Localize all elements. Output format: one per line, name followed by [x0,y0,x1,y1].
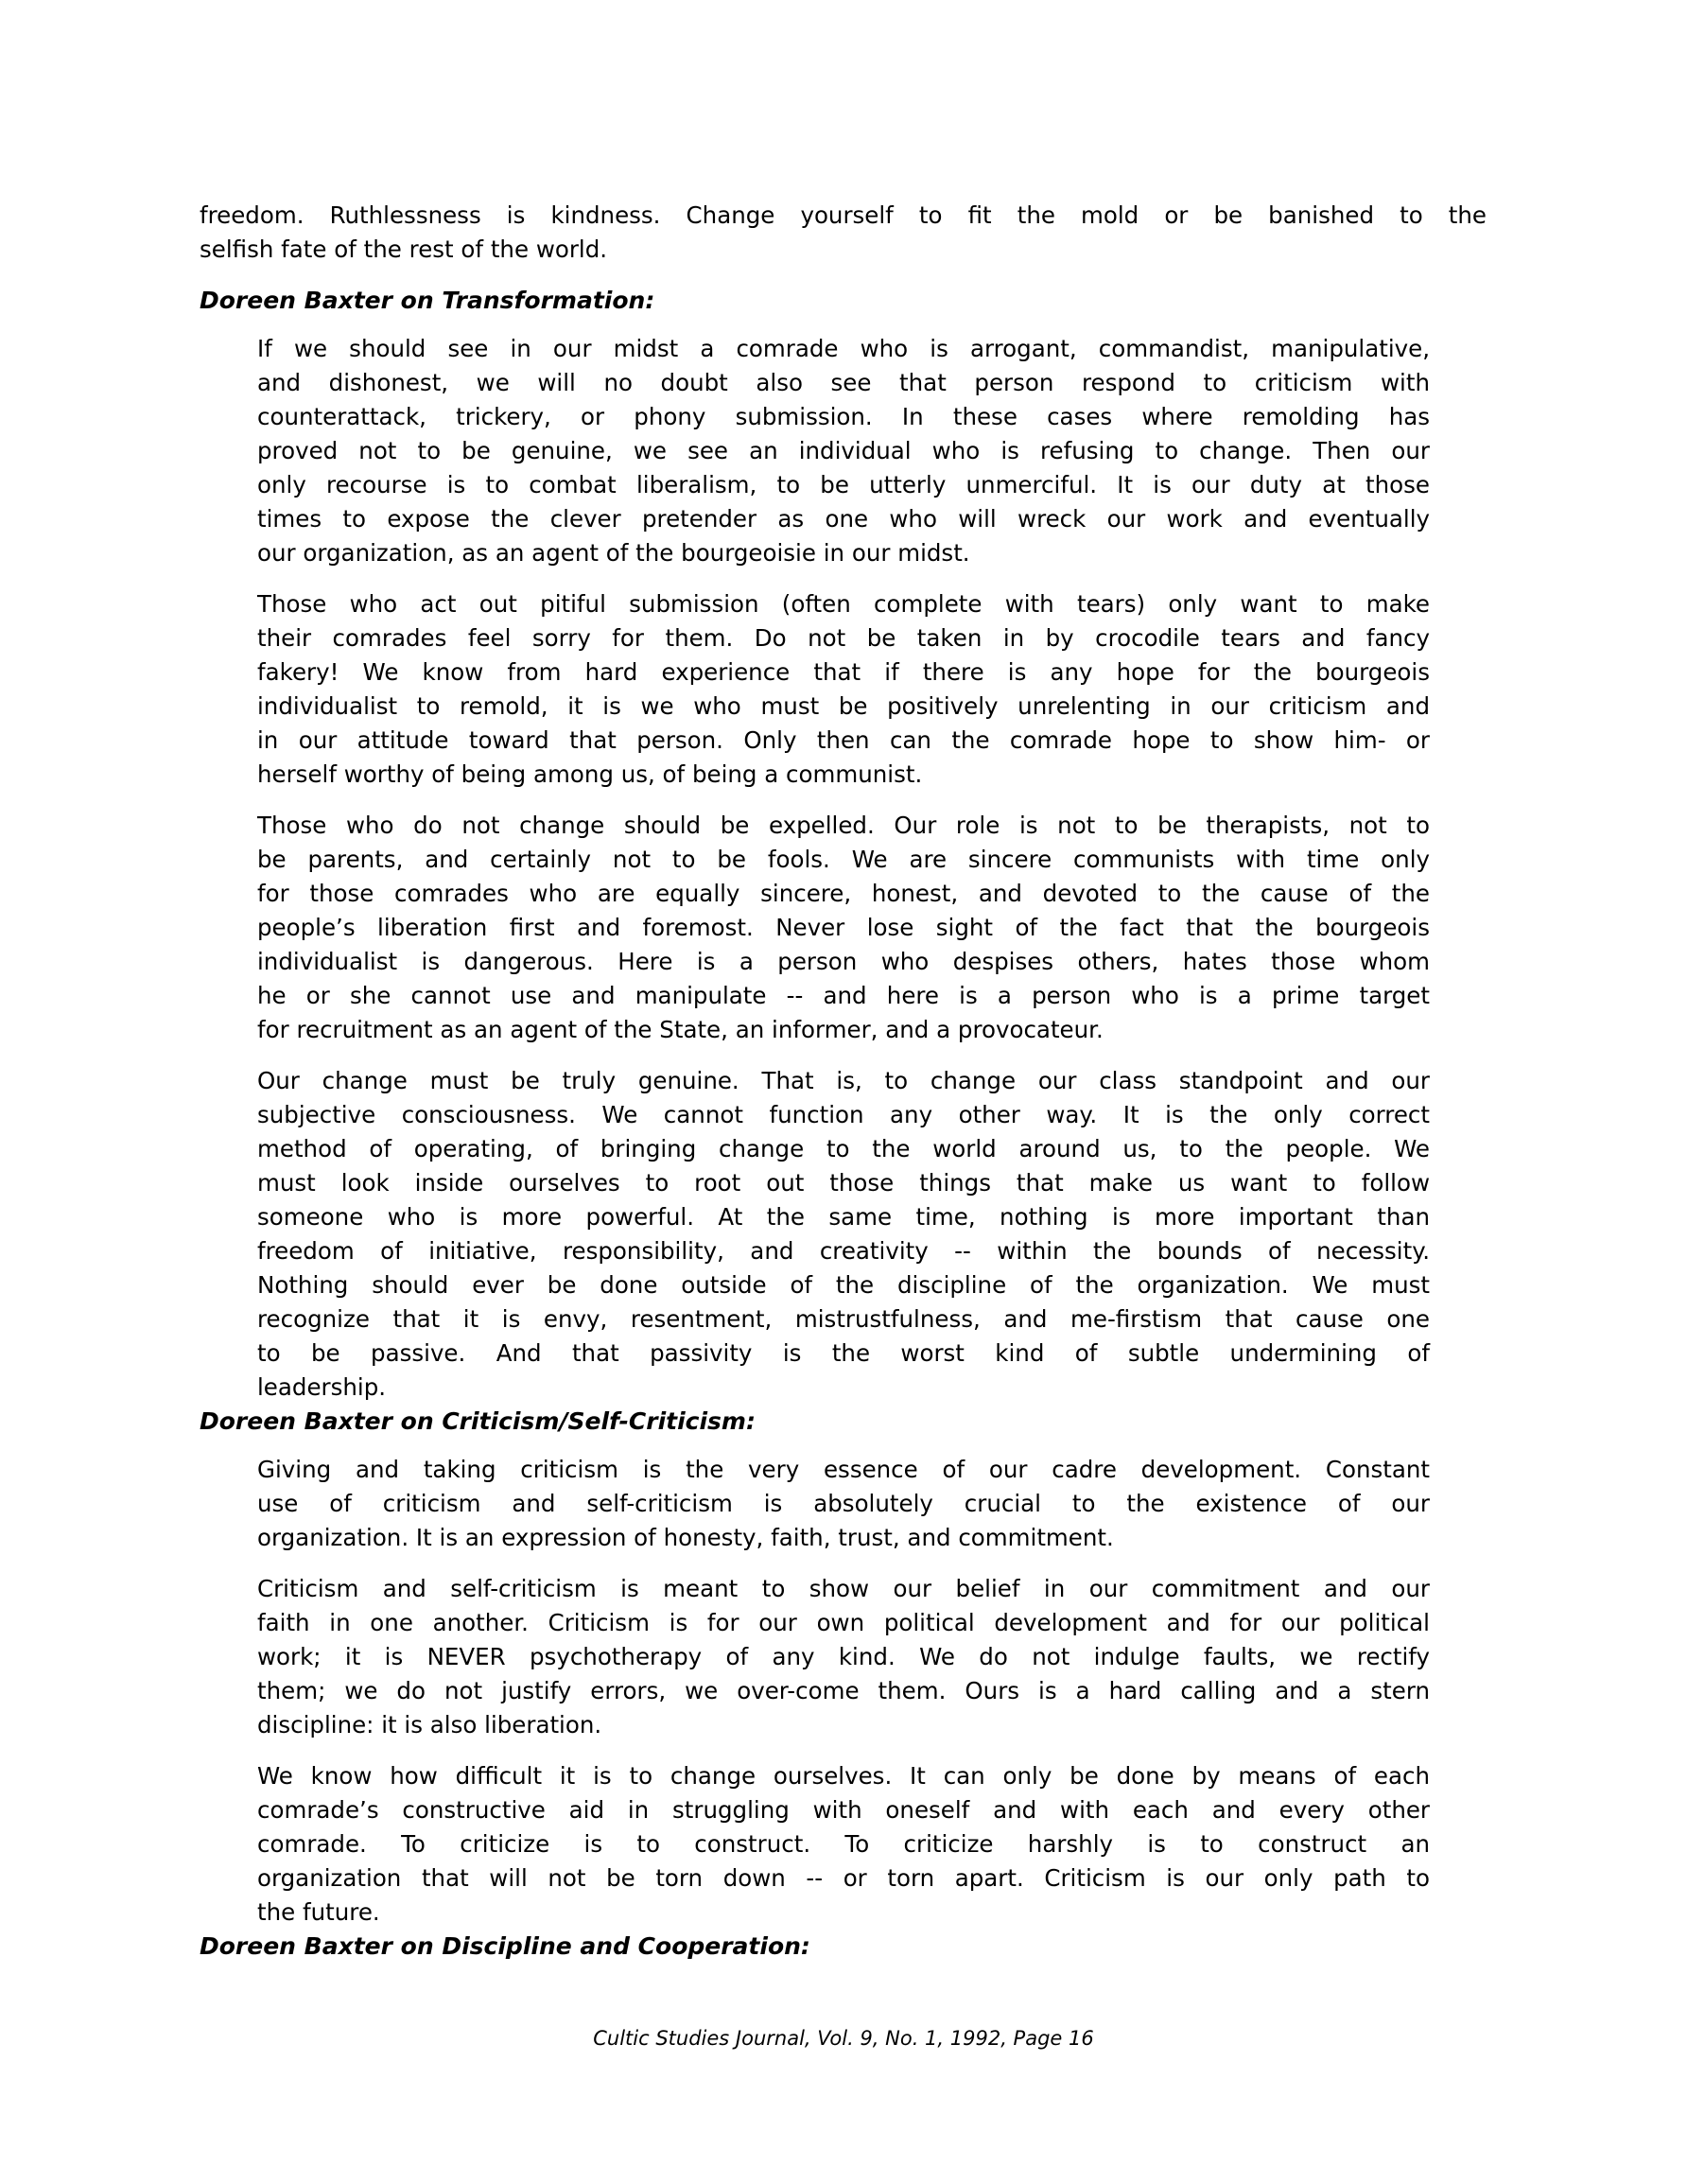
text-line: selfish fate of the rest of the world. [200,236,608,263]
text-line: organization that will not be torn down -- or torn apart. Criticism is our only path to [257,1864,1430,1892]
text-line: Criticism and self-criticism is meant to show our belief in our commitment and our [257,1575,1430,1602]
text-line: We know how difficult it is to change ourselves. It can only be done by means of each [257,1762,1430,1790]
text-line: individualist is dangerous. Here is a person who despises others, hates those whom [257,948,1430,975]
quote-paragraph [257,587,1430,792]
text-line: method of operating, of bringing change to the world around us, to the people. We [257,1135,1430,1162]
text-line: our organization, as an agent of the bourgeoisie in our midst. [257,539,970,567]
section-heading: Doreen Baxter on Discipline and Cooperation: [200,1932,810,1960]
text-line: freedom. Ruthlessness is kindness. Change yourself to fit the mold or be banished to the [200,201,1487,229]
section-heading: Doreen Baxter on Transformation: [200,287,655,314]
text-line: recognize that it is envy, resentment, mistrustfulness, and me-firstism that cause one [257,1305,1430,1333]
text-line: If we should see in our midst a comrade who is arrogant, commandist, manipulative, [257,335,1430,362]
text-line: proved not to be genuine, we see an individual who is refusing to change. Then our [257,437,1430,464]
text-line: counterattack, trickery, or phony submission. In these cases where remolding has [257,403,1430,430]
text-line: discipline: it is also liberation. [257,1711,602,1738]
text-line: work; it is NEVER psychotherapy of any kind. We do not indulge faults, we rectify [257,1643,1430,1670]
quote-paragraph [257,1064,1430,1405]
text-line: the future. [257,1898,380,1926]
text-line: in our attitude toward that person. Only then can the comrade hope to show him- or [257,726,1430,754]
text-line: fakery! We know from hard experience that if there is any hope for the bourgeois [257,658,1430,686]
text-line: Those who do not change should be expelled. Our role is not to be therapists, not to [257,812,1430,839]
text-line: Those who act out pitiful submission (often complete with tears) only want to make [257,590,1430,618]
quote-paragraph [257,332,1430,570]
text-line: faith in one another. Criticism is for our own political development and for our political [257,1609,1430,1636]
section-heading: Doreen Baxter on Criticism/Self-Criticism: [200,1407,756,1435]
text-line: only recourse is to combat liberalism, to be utterly unmerciful. It is our duty at those [257,471,1430,498]
text-line: herself worthy of being among us, of being a communist. [257,760,923,788]
text-line: to be passive. And that passivity is the worst kind of subtle undermining of [257,1339,1430,1367]
text-line: for those comrades who are equally sincere, honest, and devoted to the cause of the [257,880,1430,907]
text-line: Nothing should ever be done outside of the discipline of the organization. We must [257,1271,1430,1299]
text-line: comrade. To criticize is to construct. To criticize harshly is to construct an [257,1830,1430,1858]
text-line: someone who is more powerful. At the same time, nothing is more important than [257,1203,1430,1231]
quote-paragraph [257,1453,1430,1555]
text-line: subjective consciousness. We cannot function any other way. It is the only correct [257,1101,1430,1128]
text-line: must look inside ourselves to root out those things that make us want to follow [257,1169,1430,1197]
text-line: their comrades feel sorry for them. Do not be taken in by crocodile tears and fancy [257,624,1430,652]
text-line: them; we do not justify errors, we over-come them. Ours is a hard calling and a stern [257,1677,1430,1704]
text-line: Giving and taking criticism is the very essence of our cadre development. Constant [257,1456,1430,1483]
text-line: use of criticism and self-criticism is absolutely crucial to the existence of our [257,1490,1430,1517]
page-footer-citation: Cultic Studies Journal, Vol. 9, No. 1, 1992, Page 16 [593,2027,1094,2050]
quote-paragraph [257,1759,1430,1930]
text-line: he or she cannot use and manipulate -- and here is a person who is a prime target [257,982,1430,1009]
text-line: leadership. [257,1373,387,1401]
quote-paragraph [257,809,1430,1047]
text-line: individualist to remold, it is we who must be positively unrelenting in our criticism and [257,692,1430,720]
text-line: people’s liberation first and foremost. Never lose sight of the fact that the bourgeois [257,914,1430,941]
text-line: comrade’s constructive aid in struggling with oneself and with each and every other [257,1796,1430,1824]
text-line: and dishonest, we will no doubt also see that person respond to criticism with [257,369,1430,396]
intro-paragraph [200,199,1487,267]
text-line: Our change must be truly genuine. That is, to change our class standpoint and our [257,1067,1430,1094]
text-line: be parents, and certainly not to be fools. We are sincere communists with time only [257,846,1430,873]
text-line: times to expose the clever pretender as one who will wreck our work and eventually [257,505,1430,533]
text-line: freedom of initiative, responsibility, and creativity -- within the bounds of necessity. [257,1237,1430,1265]
quote-paragraph [257,1572,1430,1742]
text-line: organization. It is an expression of honesty, faith, trust, and commitment. [257,1524,1114,1551]
text-line: for recruitment as an agent of the State, an informer, and a provocateur. [257,1016,1104,1043]
